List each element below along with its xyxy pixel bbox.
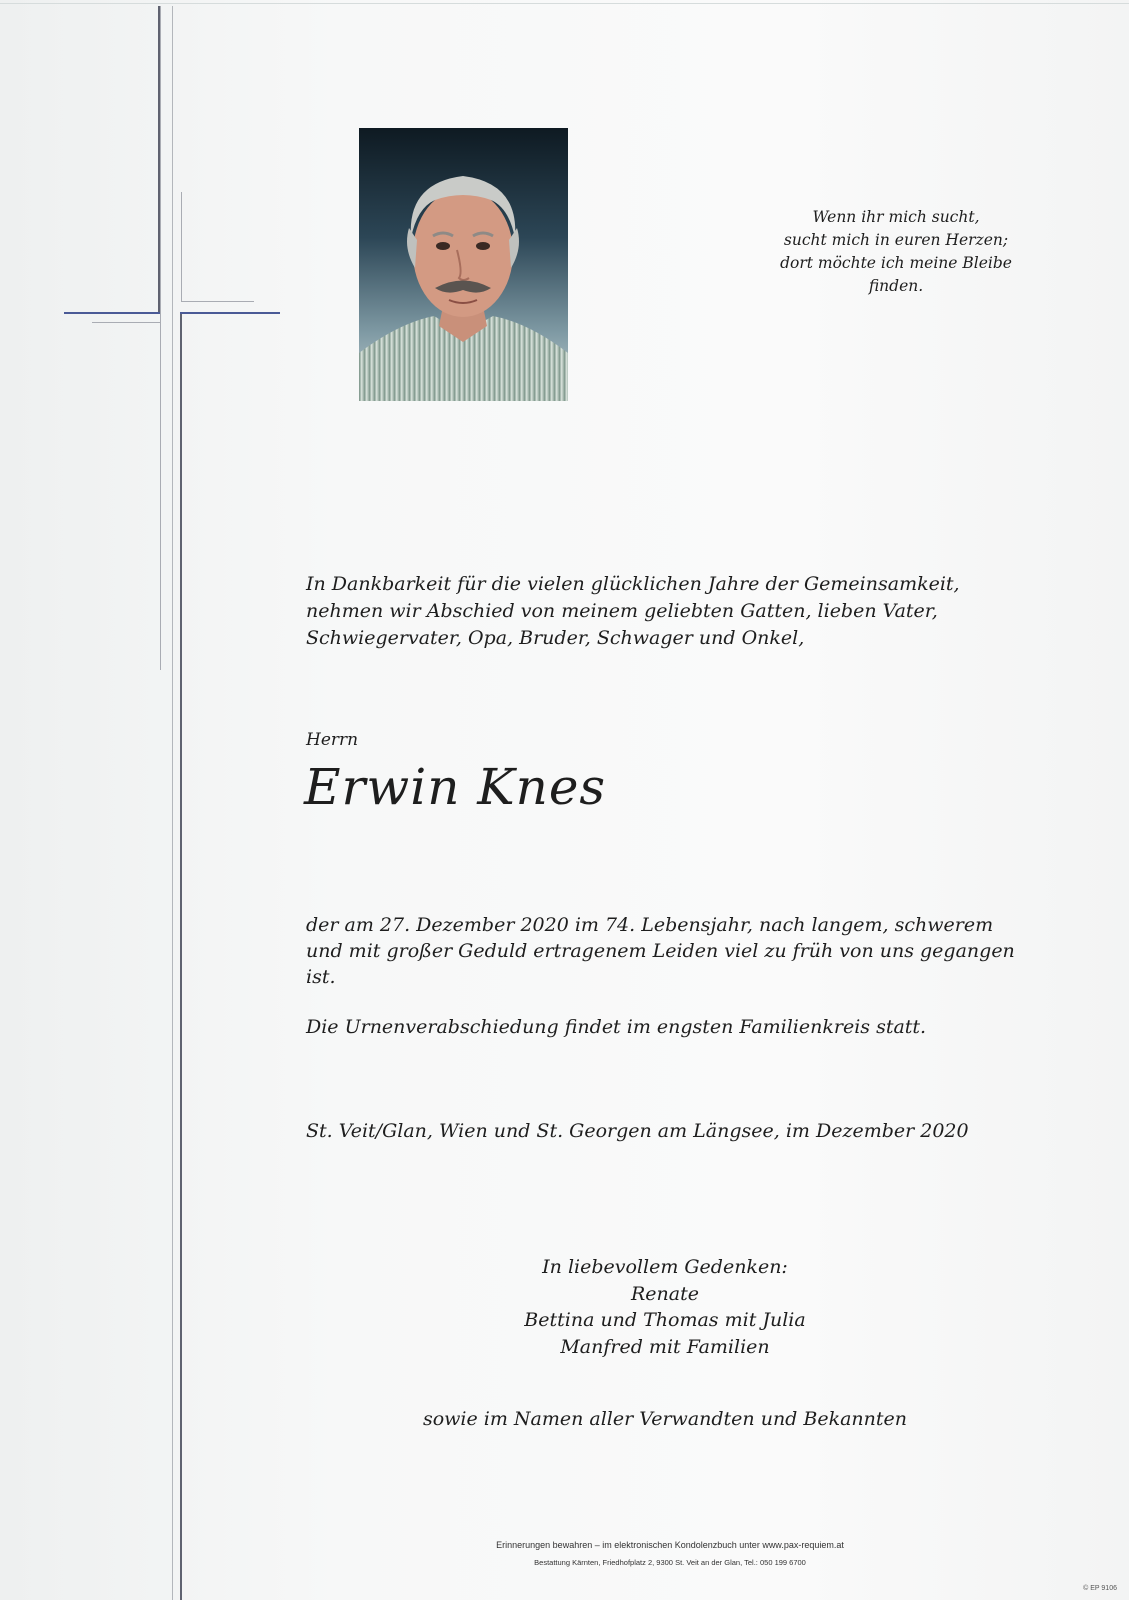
- motto-line: dort möchte ich meine Bleibe: [780, 254, 1012, 272]
- cross-right-arm: [180, 312, 280, 314]
- motto-line: Wenn ihr mich sucht,: [812, 208, 980, 226]
- portrait-photo: [359, 128, 568, 401]
- cross-right-upper-line: [181, 192, 182, 302]
- intro-line: In Dankbarkeit für die vielen glücklichen Jahre der Gemeinsamkeit,: [306, 573, 960, 595]
- top-rule: [0, 3, 1129, 4]
- footer-funeral-home: Bestattung Kärnten, Friedhofplatz 2, 9300 St. Veit an der Glan, Tel.: 050 199 6700: [534, 1558, 806, 1567]
- cross-left-arm-shadow: [92, 322, 160, 323]
- portrait-drawing: [359, 128, 568, 401]
- details-line: der am 27. Dezember 2020 im 74. Lebensjahr, nach langem, schwerem: [306, 914, 994, 936]
- death-details: [306, 912, 1026, 990]
- cross-right-long-line: [172, 6, 173, 1600]
- details-line: ist.: [306, 966, 336, 988]
- footer-condolence-note: Erinnerungen bewahren – im elektronischen Kondolenzbuch unter www.pax-requiem.at: [496, 1540, 844, 1550]
- cross-left-shadow-line: [160, 6, 161, 670]
- deceased-name: Erwin Knes: [304, 758, 607, 816]
- motto-line: finden.: [868, 277, 924, 295]
- relatives-line: sowie im Namen aller Verwandten und Bekannten: [422, 1408, 908, 1430]
- mourners-block: [465, 1254, 865, 1360]
- copyright-code: © EP 9106: [1083, 1585, 1117, 1592]
- cross-right-arm-shadow: [182, 301, 254, 302]
- details-line: und mit großer Geduld ertragenem Leiden viel zu früh von uns gegangen: [306, 940, 1015, 962]
- intro-line: Schwiegervater, Opa, Bruder, Schwager und Onkel,: [306, 627, 805, 649]
- mourner-name: Manfred mit Familien: [560, 1335, 770, 1358]
- intro-paragraph: [306, 571, 1026, 652]
- intro-line: nehmen wir Abschied von meinem geliebten Gatten, lieben Vater,: [306, 600, 938, 622]
- motto-line: sucht mich in euren Herzen;: [783, 231, 1009, 249]
- cross-left-arm: [64, 312, 160, 314]
- place-date: St. Veit/Glan, Wien und St. Georgen am Längsee, im Dezember 2020: [306, 1120, 969, 1142]
- ceremony-notice: Die Urnenverabschiedung findet im engsten Familienkreis statt.: [306, 1016, 927, 1038]
- mourner-name: Bettina und Thomas mit Julia: [524, 1309, 806, 1331]
- motto-quote: [756, 206, 1036, 298]
- mourner-name: Renate: [631, 1282, 699, 1305]
- mourners-heading: In liebevollem Gedenken:: [542, 1256, 788, 1278]
- cross-right-lower-line: [180, 312, 182, 1600]
- salutation: Herrn: [306, 730, 359, 750]
